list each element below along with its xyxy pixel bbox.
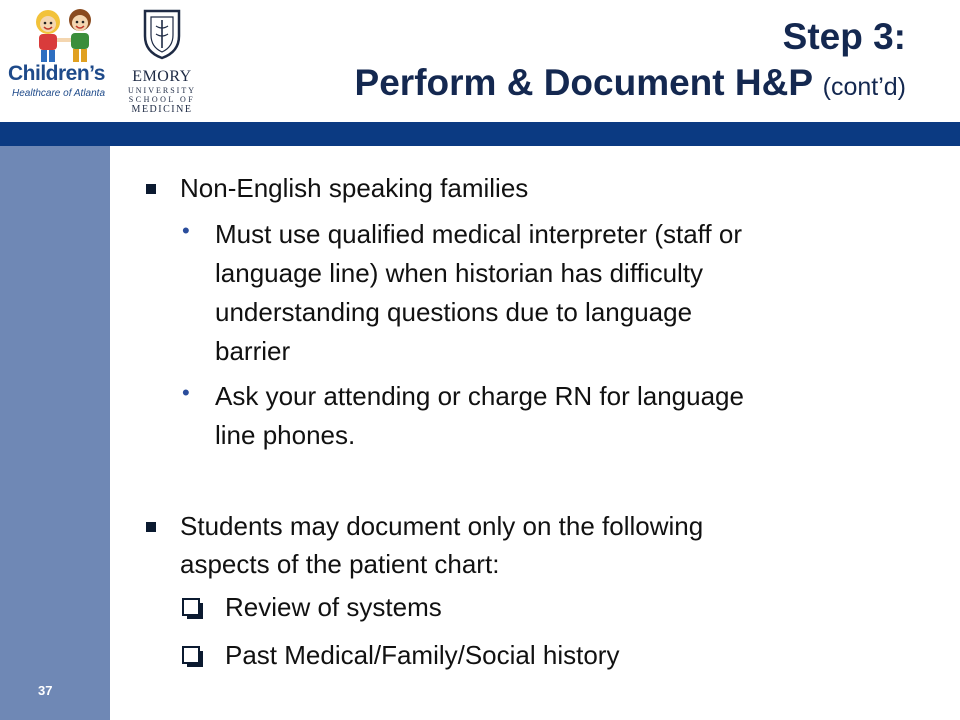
bullet-heading-non-english: Non-English speaking families bbox=[180, 173, 529, 203]
square-bullet-icon bbox=[146, 184, 156, 194]
left-sidebar-band bbox=[0, 146, 110, 720]
sub-bullet-line: Must use qualified medical interpreter (staff or bbox=[215, 219, 742, 249]
emory-logo bbox=[122, 8, 202, 113]
sub-bullet-line: understanding questions due to language bbox=[215, 297, 693, 327]
bullet-heading-students: Students may document only on the following bbox=[180, 511, 704, 541]
slide-title bbox=[355, 14, 906, 110]
checkbox-bullet-icon bbox=[182, 646, 200, 664]
emory-logo-line-medicine: MEDICINE bbox=[131, 104, 193, 115]
slide-number: 37 bbox=[38, 683, 53, 698]
sub-bullet-line: line phones. bbox=[215, 420, 356, 450]
kids-figures-icon bbox=[22, 4, 108, 66]
emory-logo-line-university: UNIVERSITY bbox=[128, 86, 196, 95]
slide-title-suffix: (cont’d) bbox=[822, 73, 906, 101]
childrens-logo-name: Children’s bbox=[8, 62, 105, 85]
checkbox-bullet-icon bbox=[182, 598, 200, 616]
emory-shield-icon bbox=[142, 8, 182, 60]
chart-aspect-item: Past Medical/Family/Social history bbox=[225, 640, 620, 670]
slide-title-line-1: Step 3: bbox=[782, 16, 906, 57]
sub-bullet-line: barrier bbox=[215, 336, 291, 366]
header-bar bbox=[0, 122, 960, 146]
sub-bullet-line: Ask your attending or charge RN for language bbox=[215, 381, 744, 411]
slide-title-line-2 bbox=[355, 60, 906, 110]
dot-bullet-icon: • bbox=[182, 218, 190, 243]
sub-bullet-line: language line) when historian has difficulty bbox=[215, 258, 704, 288]
childrens-healthcare-logo bbox=[4, 4, 120, 114]
emory-logo-line-school: SCHOOL OF bbox=[128, 95, 196, 104]
childrens-logo-subtitle: Healthcare of Atlanta bbox=[12, 88, 106, 99]
dot-bullet-icon: • bbox=[182, 380, 190, 405]
chart-aspect-item: Review of systems bbox=[225, 592, 442, 622]
slide-title-main: Perform & Document H&P bbox=[354, 62, 813, 103]
square-bullet-icon bbox=[146, 522, 156, 532]
bullet-heading-students-cont: aspects of the patient chart: bbox=[180, 549, 500, 579]
emory-logo-name: EMORY bbox=[132, 68, 192, 85]
